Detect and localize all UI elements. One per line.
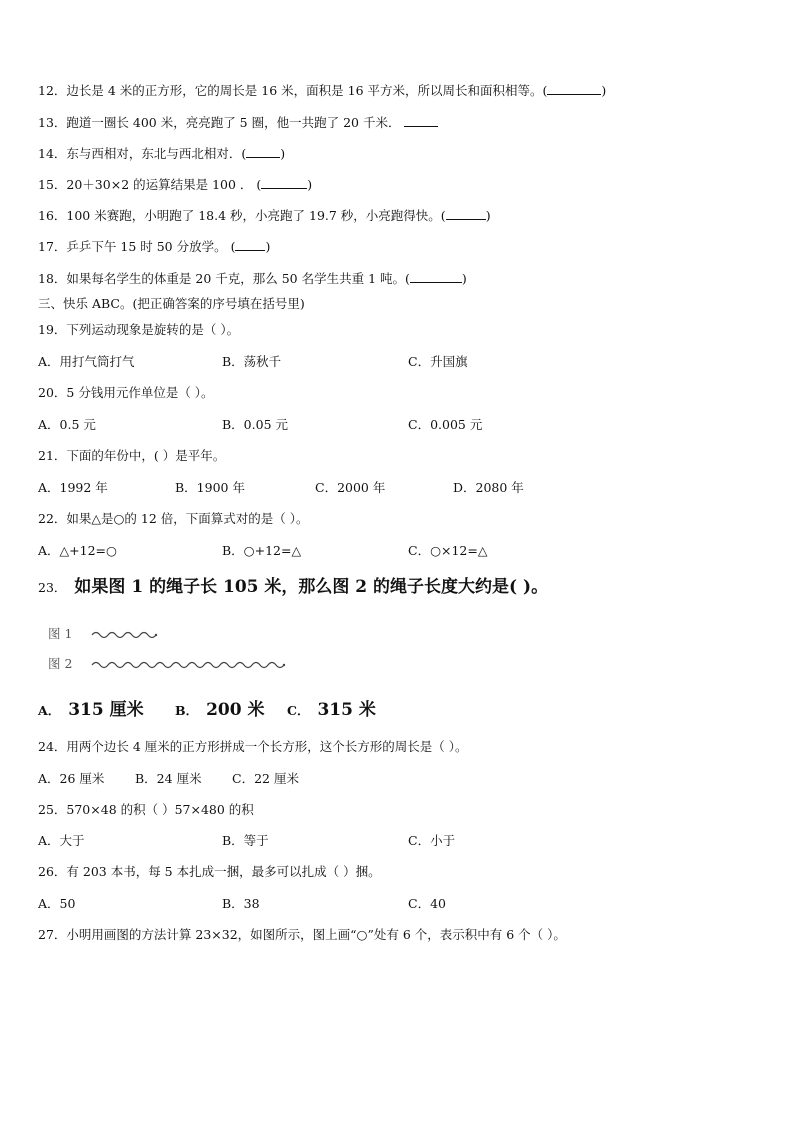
section-title: 三、快乐 ABC。(把正确答案的序号填在括号里) [38, 296, 305, 311]
option-b[interactable]: B．等于 [222, 833, 269, 848]
option-c[interactable]: C．40 [408, 896, 446, 911]
question-text: 用两个边长 4 厘米的正方形拼成一个长方形，这个长方形的周长是（ ）。 [66, 739, 468, 754]
question-number: 24． [38, 739, 67, 754]
question-number: 14． [38, 146, 67, 161]
question-26 [38, 864, 381, 880]
option-c[interactable]: C．小于 [408, 833, 456, 848]
option-a[interactable]: A．50 [38, 896, 76, 911]
question-number: 26． [38, 864, 67, 879]
answer-blank[interactable] [404, 115, 438, 127]
option-a[interactable]: A．0.5 元 [38, 417, 96, 432]
option-b[interactable]: B．1900 年 [175, 480, 245, 495]
rope-1-figure [90, 628, 290, 642]
question-number: 15． [38, 177, 67, 192]
question-number: 25． [38, 802, 67, 817]
option-a[interactable]: A．大于 [38, 833, 85, 848]
question-number: 18． [38, 271, 67, 286]
question-number: 21． [38, 448, 67, 463]
option-c[interactable]: C．22 厘米 [232, 771, 299, 786]
option-c[interactable]: C． 315 米 [287, 700, 376, 720]
figure-2-label: 图 2 [48, 656, 73, 671]
question-text: 20＋30×2 的运算结果是 100 ． ( [66, 177, 262, 192]
question-text: 小明用画图的方法计算 23×32，如图所示，图上画“○”处有 6 个，表示积中有 6 个（ ）。 [66, 927, 566, 942]
question-14: 14．东与西相对，东北与西北相对．( ) [38, 146, 286, 161]
question-12: 12．边长是 4 米的正方形，它的周长是 16 米，面积是 16 平方米，所以周长和面积相等。( ) [38, 83, 607, 98]
answer-blank[interactable] [246, 146, 280, 158]
question-number: 27． [38, 927, 67, 942]
question-text: 100 米赛跑，小明跑了 18.4 秒，小亮跑了 19.7 秒，小亮跑得快。( [66, 208, 446, 223]
question-text: 5 分钱用元作单位是（ ）。 [66, 385, 214, 400]
option-b[interactable]: B．○+12=△ [222, 543, 302, 558]
question-16: 16．100 米赛跑，小明跑了 18.4 秒，小亮跑了 19.7 秒，小亮跑得快。( ) [38, 208, 491, 223]
question-text: 东与西相对，东北与西北相对．( [66, 146, 247, 161]
question-text: 如果每名学生的体重是 20 千克，那么 50 名学生共重 1 吨。( [66, 271, 410, 286]
question-number: 12． [38, 83, 67, 98]
question-19 [38, 322, 239, 338]
question-text: 跑道一圈长 400 米，亮亮跑了 5 圈，他一共跑了 20 千米． [66, 115, 401, 130]
option-b[interactable]: B． 200 米 [175, 700, 265, 720]
question-15: 15．20＋30×2 的运算结果是 100 ． ( ) [38, 177, 313, 192]
rope-1-end [155, 634, 157, 636]
question-17: 17．乒乒下午 15 时 50 分放学。 ( ) [38, 239, 271, 254]
option-c[interactable]: C．升国旗 [408, 354, 468, 369]
question-21 [38, 448, 225, 464]
option-a[interactable]: A．1992 年 [38, 480, 108, 495]
rope-1 [92, 633, 156, 638]
question-text: 边长是 4 米的正方形，它的周长是 16 米，面积是 16 平方米，所以周长和面积相等。( [66, 83, 548, 98]
option-a[interactable]: A．△+12=○ [38, 543, 117, 558]
option-c[interactable]: C．0.005 元 [408, 417, 483, 432]
question-text: 有 203 本书，每 5 本扎成一捆，最多可以扎成（ ）捆。 [66, 864, 381, 879]
answer-blank[interactable] [446, 208, 486, 220]
question-22 [38, 511, 309, 527]
option-a[interactable]: A．26 厘米 [38, 771, 105, 786]
question-13 [38, 115, 438, 131]
rope-2-end [283, 664, 285, 666]
option-d[interactable]: D．2080 年 [453, 480, 524, 495]
option-b[interactable]: B．0.05 元 [222, 417, 288, 432]
question-18: 18．如果每名学生的体重是 20 千克，那么 50 名学生共重 1 吨。( ) [38, 271, 467, 286]
figure-1-label: 图 1 [48, 626, 73, 641]
option-b[interactable]: B．荡秋千 [222, 354, 282, 369]
answer-blank[interactable] [261, 177, 307, 189]
question-text: 乒乒下午 15 时 50 分放学。 ( [66, 239, 236, 254]
option-b[interactable]: B．24 厘米 [135, 771, 202, 786]
question-25 [38, 802, 254, 818]
question-number: 13． [38, 115, 67, 130]
question-text: 下面的年份中，( ）是平年。 [66, 448, 226, 463]
question-number: 16． [38, 208, 67, 223]
option-a[interactable]: A．用打气筒打气 [38, 354, 135, 369]
option-c[interactable]: C．2000 年 [315, 480, 386, 495]
option-b[interactable]: B．38 [222, 896, 260, 911]
answer-blank[interactable] [235, 239, 265, 251]
question-number: 19． [38, 322, 67, 337]
question-number: 23． [38, 580, 67, 595]
question-text: 下列运动现象是旋转的是（ ）。 [66, 322, 240, 337]
question-number: 17． [38, 239, 67, 254]
question-23 [38, 577, 548, 598]
question-number: 20． [38, 385, 67, 400]
option-c[interactable]: C．○×12=△ [408, 543, 488, 558]
question-text: 如果图 1 的绳子长 105 米，那么图 2 的绳子长度大约是( )。 [74, 577, 549, 597]
question-number: 22． [38, 511, 67, 526]
answer-blank[interactable] [410, 271, 462, 283]
answer-blank[interactable] [547, 83, 601, 95]
question-text: 570×48 的积（ ）57×480 的积 [66, 802, 254, 817]
rope-2 [92, 663, 284, 668]
question-text: 如果△是○的 12 倍，下面算式对的是（ ）。 [66, 511, 309, 526]
rope-2-figure [90, 658, 290, 672]
question-20 [38, 385, 214, 401]
question-27 [38, 927, 566, 943]
option-a[interactable]: A． 315 厘米 [38, 700, 144, 720]
question-24 [38, 739, 468, 755]
